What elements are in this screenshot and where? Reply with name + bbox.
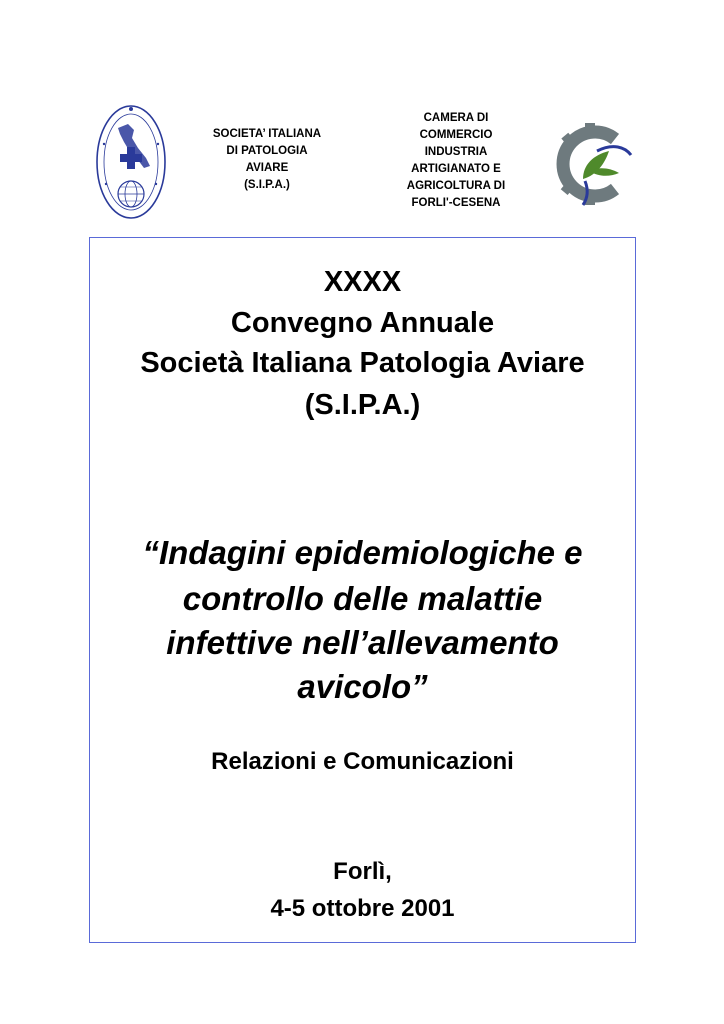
camera-name-line-5: AGRICOLTURA DI bbox=[406, 180, 506, 192]
subject-line-2: controllo delle malattie bbox=[182, 580, 543, 617]
edition-number: XXXX bbox=[323, 266, 402, 298]
camera-name-line-3: INDUSTRIA bbox=[424, 146, 488, 158]
camera-name-block bbox=[374, 110, 538, 212]
subject-line-1: “Indagini epidemiologiche e bbox=[142, 534, 583, 571]
sipa-name-line-1: SOCIETA’ ITALIANA bbox=[212, 128, 322, 140]
sipa-seal-logo-icon bbox=[94, 104, 168, 226]
event-place: Forlì, bbox=[333, 858, 392, 885]
sipa-name-line-4: (S.I.P.A.) bbox=[244, 179, 290, 191]
camera-name-line-1: CAMERA DI bbox=[423, 112, 489, 124]
sipa-name-block bbox=[178, 126, 356, 194]
camera-name-line-4: ARTIGIANATO E bbox=[411, 163, 501, 175]
title-line-convegno: Convegno Annuale bbox=[230, 307, 495, 339]
sipa-logo bbox=[94, 104, 168, 226]
title-line-acronym: (S.I.P.A.) bbox=[304, 389, 421, 421]
subtitle-relazioni: Relazioni e Comunicazioni bbox=[211, 748, 514, 775]
camera-name-line-6: FORLI'-CESENA bbox=[411, 197, 501, 209]
subject-line-3: infettive nell’allevamento bbox=[166, 624, 559, 661]
subject-line-4: avicolo” bbox=[297, 668, 428, 705]
chamber-of-commerce-logo-icon bbox=[553, 121, 635, 207]
title-line-societa: Società Italiana Patologia Aviare bbox=[140, 347, 585, 379]
event-dates: 4-5 ottobre 2001 bbox=[270, 895, 455, 922]
camera-logo bbox=[553, 121, 635, 207]
sipa-name-line-3: AVIARE bbox=[245, 162, 289, 174]
sipa-name-line-2: DI PATOLOGIA bbox=[226, 145, 308, 157]
camera-name-line-2: COMMERCIO bbox=[419, 129, 493, 141]
